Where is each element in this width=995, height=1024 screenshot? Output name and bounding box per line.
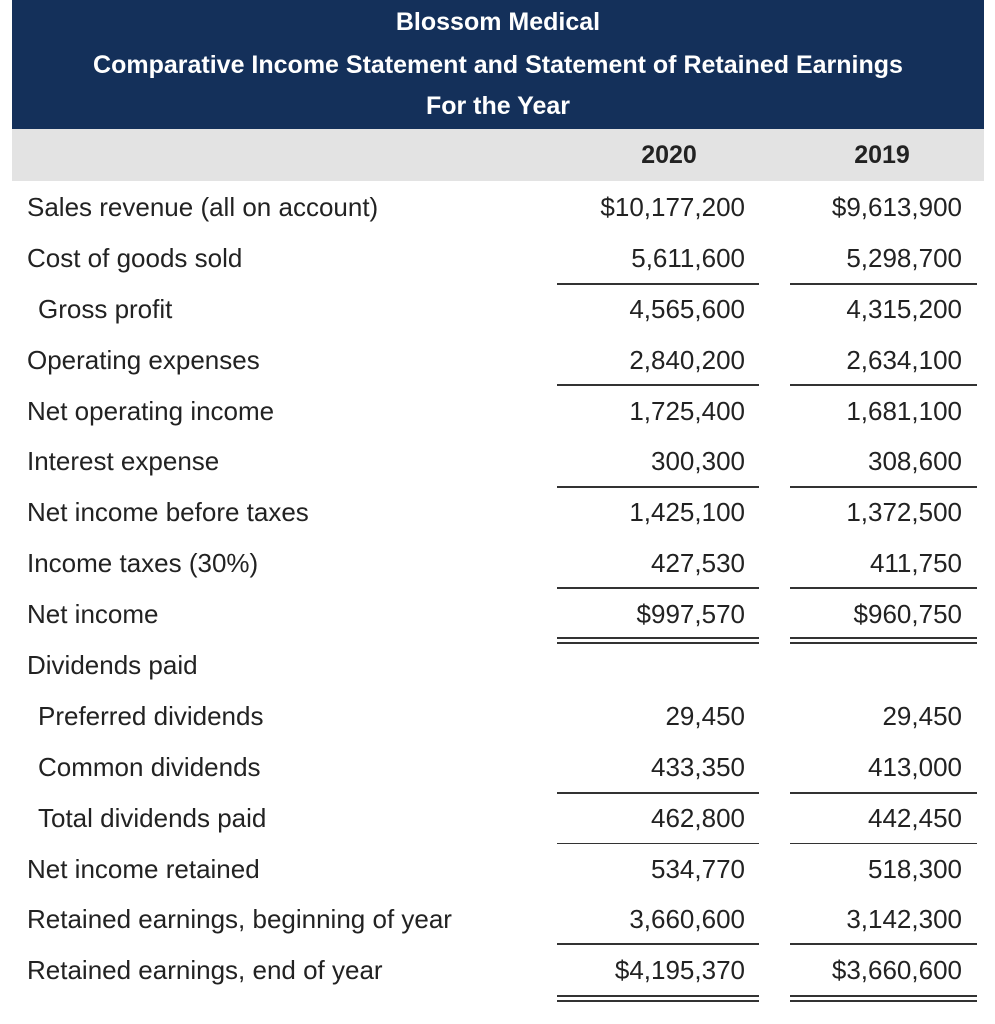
row-net-income — [0, 590, 995, 641]
value-2020: 1,725,400 — [629, 395, 745, 426]
total-double-rule — [790, 637, 977, 639]
value-2020: $997,570 — [636, 599, 745, 630]
company-name: Blossom Medical — [395, 8, 601, 36]
row-sales-revenue — [0, 183, 995, 234]
value-2019: $960,750 — [853, 599, 962, 630]
column-header-band — [12, 129, 984, 181]
subtotal-rule — [557, 283, 759, 285]
subtotal-rule — [790, 384, 977, 386]
value-2019: 1,681,100 — [846, 395, 962, 426]
total-double-rule — [557, 637, 759, 639]
subtotal-rule — [790, 587, 977, 589]
value-2020: 3,660,600 — [629, 904, 745, 935]
statement-period: For the Year — [425, 92, 571, 120]
value-2020: 5,611,600 — [631, 242, 745, 273]
total-double-rule — [557, 995, 759, 997]
row-net-income-before-taxes — [0, 488, 995, 539]
row-dividends-paid — [0, 641, 995, 692]
row-label: Net income — [27, 599, 159, 630]
row-label: Gross profit — [38, 293, 173, 324]
value-2019: 308,600 — [868, 446, 962, 477]
row-label: Common dividends — [38, 751, 261, 782]
row-net-income-retained — [0, 845, 995, 896]
value-2019: 1,372,500 — [846, 497, 962, 528]
value-2020: 534,770 — [651, 853, 745, 884]
value-2019: 442,450 — [868, 802, 962, 833]
value-2020: 2,840,200 — [629, 344, 745, 375]
value-2020: $10,177,200 — [600, 192, 745, 222]
value-2019: 411,750 — [869, 548, 962, 579]
subtotal-rule — [557, 384, 759, 386]
subtotal-rule — [557, 486, 759, 488]
column-header-2019: 2019 — [854, 141, 910, 169]
row-label: Total dividends paid — [38, 802, 267, 833]
row-label: Retained earnings, beginning of year — [27, 904, 452, 935]
row-label: Income taxes (30%) — [27, 548, 259, 579]
statement-rows — [0, 183, 995, 997]
value-2020: 300,300 — [651, 446, 745, 477]
value-2019: 4,315,200 — [846, 293, 962, 324]
value-2020: 427,530 — [651, 548, 745, 579]
row-preferred-dividends — [0, 692, 995, 743]
value-2019: 2,634,100 — [846, 344, 962, 375]
value-2020: 433,350 — [651, 751, 745, 782]
row-operating-expenses — [0, 336, 995, 387]
value-2020: 1,425,100 — [629, 497, 745, 528]
row-label: Net income before taxes — [27, 497, 309, 528]
subtotal-rule — [790, 486, 977, 488]
subtotal-rule — [557, 943, 759, 945]
subtotal-rule — [790, 283, 977, 285]
subtotal-rule — [557, 587, 759, 589]
subtotal-rule — [557, 843, 759, 844]
value-2019: 3,142,300 — [846, 904, 962, 935]
row-label: Preferred dividends — [38, 700, 264, 731]
value-2020: $4,195,370 — [614, 955, 745, 986]
subtotal-rule — [790, 943, 977, 945]
row-total-dividends-paid — [0, 794, 995, 845]
subtotal-rule — [790, 792, 977, 794]
subtotal-rule — [790, 843, 977, 844]
row-income-taxes — [0, 539, 995, 590]
column-header-2020: 2020 — [641, 141, 697, 169]
value-2020: 29,450 — [665, 700, 745, 731]
row-label: Net operating income — [27, 395, 275, 426]
statement-title: Comparative Income Statement and Statement of Retained Earnings — [93, 51, 903, 79]
value-2019: 413,000 — [868, 751, 962, 782]
value-2019: $3,660,600 — [831, 955, 962, 986]
row-retained-earnings-end — [0, 946, 995, 997]
row-label: Net income retained — [27, 853, 260, 884]
row-common-dividends — [0, 743, 995, 794]
value-2020: 4,565,600 — [629, 293, 745, 324]
row-label: Cost of goods sold — [27, 242, 243, 273]
row-label: Retained earnings, end of year — [27, 955, 383, 986]
row-label: Dividends paid — [27, 650, 198, 681]
row-net-operating-income — [0, 387, 995, 438]
total-double-rule — [790, 995, 977, 997]
row-label: Operating expenses — [27, 344, 260, 375]
subtotal-rule — [557, 792, 759, 794]
row-cost-of-goods-sold — [0, 234, 995, 285]
row-interest-expense — [0, 437, 995, 488]
value-2019: $9,613,900 — [831, 192, 962, 222]
statement-header — [12, 0, 984, 129]
value-2019: 5,298,700 — [846, 242, 962, 273]
row-retained-earnings-beginning — [0, 895, 995, 946]
value-2019: 518,300 — [868, 853, 962, 884]
row-gross-profit — [0, 285, 995, 336]
value-2019: 29,450 — [882, 700, 962, 731]
value-2020: 462,800 — [651, 802, 745, 833]
row-label: Interest expense — [27, 446, 220, 477]
row-label: Sales revenue (all on account) — [27, 192, 379, 222]
